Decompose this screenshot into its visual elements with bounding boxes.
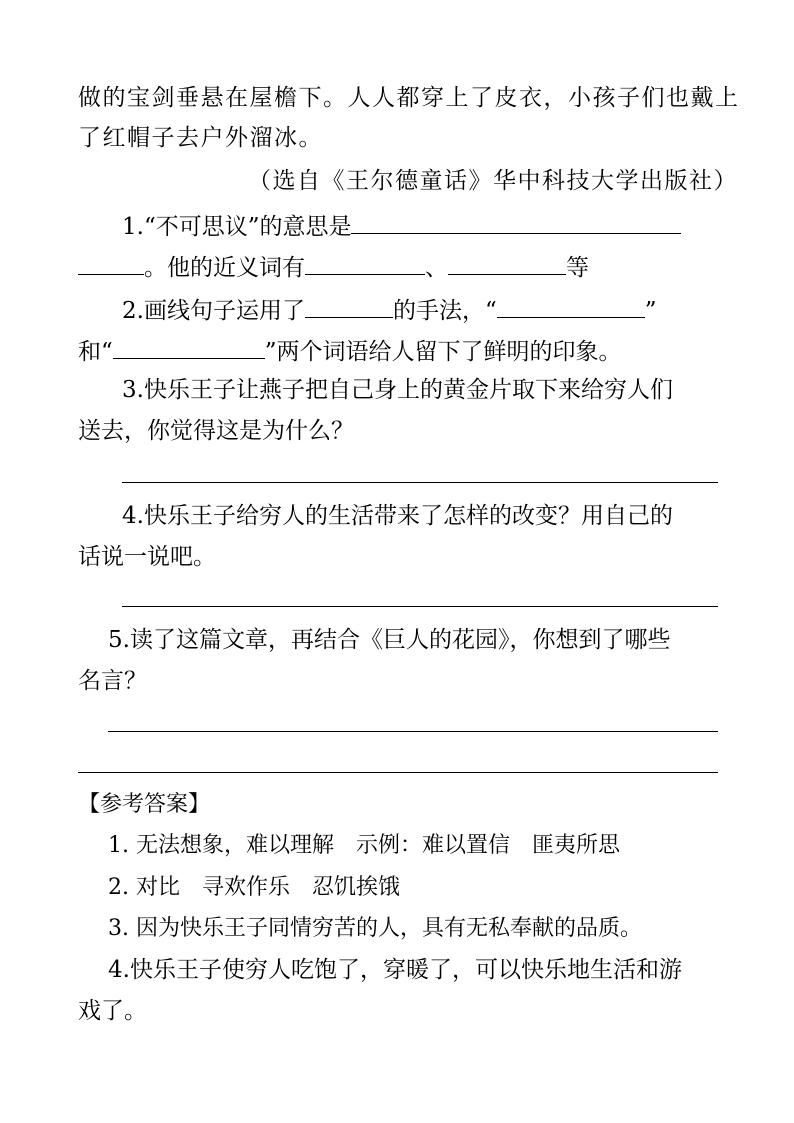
answer-line-q5-2[interactable]: [78, 772, 718, 773]
answer-line-q4[interactable]: [122, 606, 718, 607]
answer-blank-meaning-cont[interactable]: [78, 250, 144, 275]
answer-blank-meaning[interactable]: [351, 209, 681, 234]
question-2-text-c: 和“: [78, 339, 113, 365]
answer-4-line-1: 4.快乐王子使穷人吃饱了，穿暖了，可以快乐地生活和游: [108, 957, 682, 983]
question-1-line-2: [78, 250, 589, 283]
story-line-2: 了红帽子去户外溜冰。: [78, 125, 323, 151]
question-2-prompt: 2.画线句子运用了: [122, 298, 305, 324]
question-2-text-d: ”两个词语给人留下了鲜明的印象。: [264, 339, 622, 365]
answer-blank-technique[interactable]: [305, 293, 393, 318]
question-4-line-1: 4.快乐王子给穷人的生活带来了怎样的改变？用自己的: [122, 503, 673, 529]
question-1-synonym-prompt: 。他的近义词有: [144, 255, 305, 281]
answer-blank-word-2[interactable]: [113, 334, 265, 359]
answer-4-line-2: 戏了。: [78, 998, 147, 1024]
question-1-line-1: [122, 209, 681, 242]
answer-1: 1. 无法想象，难以理解 示例：难以置信 匪夷所思: [108, 833, 620, 858]
answer-line-q5-1[interactable]: [108, 731, 718, 732]
answer-2: 2. 对比 寻欢作乐 忍饥挨饿: [108, 875, 400, 900]
question-3-line-2: 送去，你觉得这是为什么？: [78, 418, 354, 444]
answers-heading: 【参考答案】: [78, 792, 211, 817]
answer-line-q3[interactable]: [122, 482, 718, 483]
answer-blank-synonym-2[interactable]: [448, 250, 566, 275]
question-4-line-2: 话说一说吧。: [78, 544, 216, 570]
question-2-line-2: [78, 334, 622, 367]
story-line-1: 做的宝剑垂悬在屋檐下。人人都穿上了皮衣，小孩子们也戴上: [78, 85, 740, 111]
question-5-line-1: 5.读了这篇文章，再结合《巨人的花园》，你想到了哪些: [108, 627, 671, 653]
answer-blank-synonym-1[interactable]: [305, 250, 425, 275]
question-1-end: 等: [566, 255, 589, 281]
question-1-separator: 、: [425, 255, 448, 281]
answer-3: 3. 因为快乐王子同情穷苦的人，具有无私奉献的品质。: [108, 916, 642, 941]
question-2-text-a: 的手法，“: [392, 298, 497, 324]
question-3-line-1: 3.快乐王子让燕子把自己身上的黄金片取下来给穷人们: [122, 377, 673, 403]
answer-blank-word-1[interactable]: [497, 293, 645, 318]
question-2-line-1: [122, 293, 656, 326]
question-5-line-2: 名言？: [78, 668, 147, 694]
story-source: （选自《王尔德童话》华中科技大学出版社）: [248, 168, 738, 194]
question-1-prompt: 1.“不可思议”的意思是: [122, 214, 352, 240]
question-2-text-b: ”: [644, 298, 657, 324]
